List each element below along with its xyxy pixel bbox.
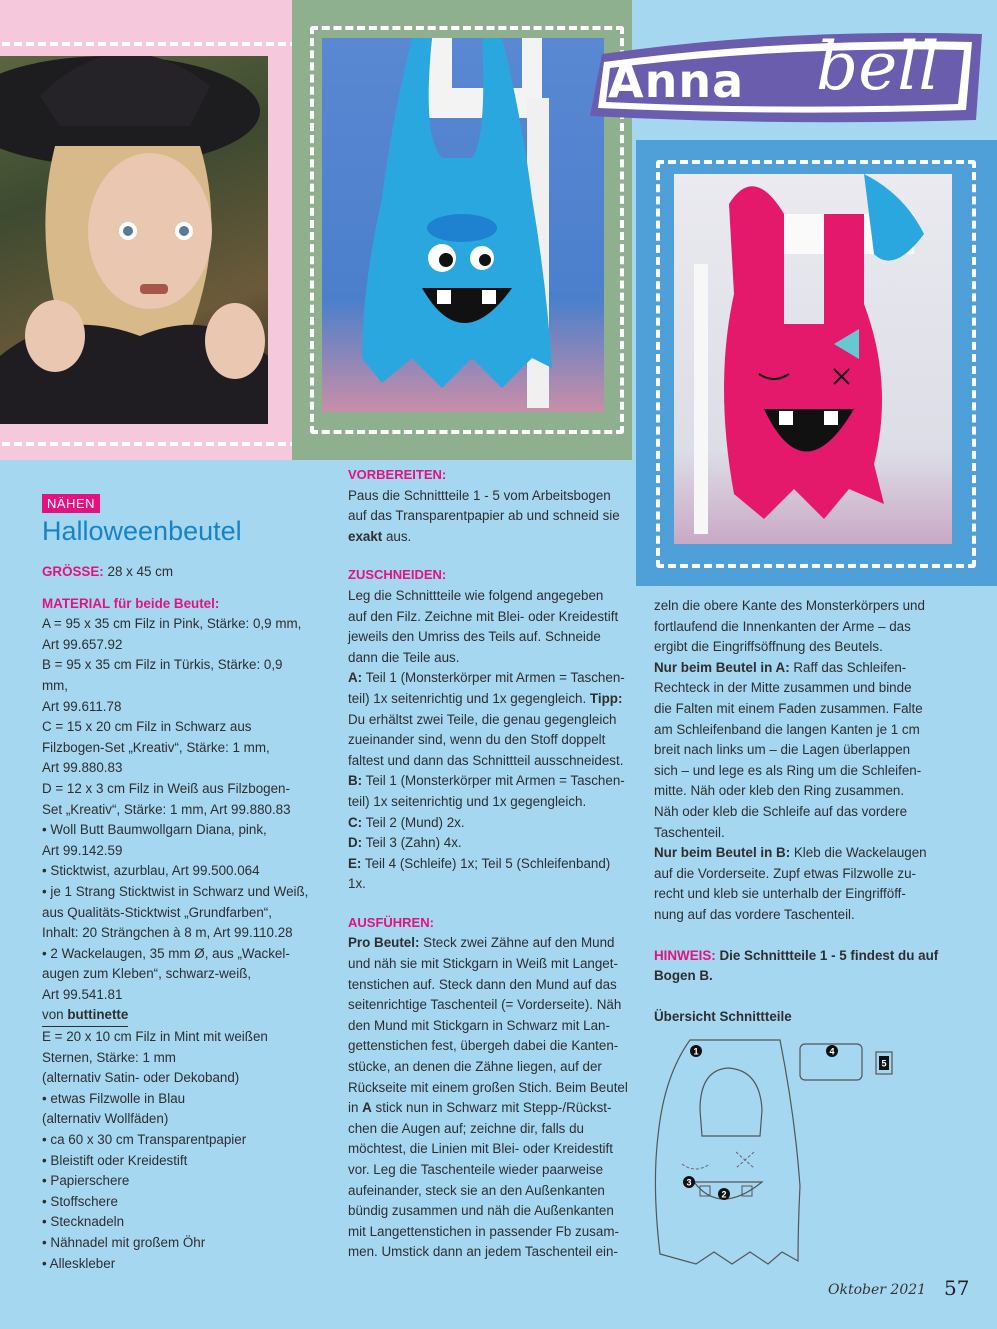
pattern-diagram — [650, 1036, 900, 1268]
material-line: • Papierschere — [42, 1173, 130, 1189]
footer-month: Oktober 2021 — [828, 1282, 927, 1298]
cut-e-label: E: — [348, 855, 362, 871]
material-line: • etwas Filzwolle in Blau — [42, 1090, 186, 1106]
pattern-part-1-label: 1 — [693, 1046, 699, 1057]
material-line: Inhalt: 20 Strängchen à 8 m, Art 99.110.28 — [42, 925, 293, 941]
column-1 — [42, 562, 312, 1274]
cut-c-text: Teil 2 (Mund) 2x. — [362, 814, 465, 830]
exec-line: Rückseite mit einem großen Stich. Beim Beutel — [348, 1079, 628, 1095]
cut-e: 1x. — [348, 876, 366, 892]
cut-c-label: C: — [348, 814, 363, 830]
col3-line: zeln die obere Kante des Monsterkörpers und — [654, 598, 925, 613]
prep-line-end: aus. — [382, 528, 412, 544]
material-line: Set „Kreativ“, Stärke: 1 mm, Art 99.880.83 — [42, 801, 291, 817]
material-line: A = 95 x 35 cm Filz in Pink, Stärke: 0,9 mm, — [42, 616, 302, 632]
material-line: • Stoffschere — [42, 1193, 118, 1209]
exec-line — [348, 1098, 634, 1119]
material-line: • Stecknadeln — [42, 1214, 125, 1230]
cut-a-text: Teil 1 (Monsterkörper mit Armen = Taschen- — [362, 670, 625, 686]
cut-line: Leg die Schnittteile wie folgend angegeben — [348, 587, 604, 603]
cut-e — [348, 854, 634, 875]
cut-a — [348, 689, 634, 710]
col3-b-head: Nur beim Beutel in B: — [654, 845, 791, 861]
col3-a-head: Nur beim Beutel in A: — [654, 659, 790, 675]
cut-b-label: B: — [348, 773, 363, 789]
pattern-part-3-label: 3 — [686, 1177, 692, 1188]
material-line: Art 99.142.59 — [42, 842, 123, 858]
exec-heading: AUSFÜHREN: — [348, 914, 434, 930]
col3-a: am Schleifenband die langen Kanten je 1 cm — [654, 721, 920, 737]
material-line: Art 99.657.92 — [42, 636, 123, 652]
cut-line: jeweils den Umriss des Teils auf. Schneide — [348, 629, 601, 645]
shop-von: von — [42, 1007, 64, 1023]
cut-line: auf den Filz. Zeichne mit Blei- oder Kreidestift — [348, 608, 619, 624]
pattern-overview — [650, 1036, 900, 1268]
cut-d-label: D: — [348, 835, 363, 851]
material-line: • Bleistift oder Kreidestift — [42, 1152, 188, 1168]
exec-line: seitenrichtige Taschenteil (= Vorderseite). Näh — [348, 997, 622, 1013]
col3-line: fortlaufend die Innenkanten der Arme – das — [654, 618, 911, 634]
exec-line: stücke, an denen die Zähne liegen, auf der — [348, 1059, 602, 1075]
exec-a: A — [362, 1100, 372, 1116]
shop-credit — [42, 1005, 128, 1027]
blue-monster-bag-photo — [322, 38, 604, 412]
cut-a: Du erhältst zwei Teile, die genau gegengleich — [348, 711, 617, 727]
cut-d — [348, 833, 634, 854]
cut-b: teil) 1x seitenrichtig und 1x gegengleich. — [348, 793, 587, 809]
cut-heading: ZUSCHNEIDEN: — [348, 567, 447, 583]
brand-logo — [584, 24, 988, 128]
exec-line: aufeinander, steck sie an den Außenkanten — [348, 1182, 605, 1198]
prep-line: auf das Transparentpapier ab und schneid sie — [348, 508, 620, 524]
size-label: GRÖSSE: — [42, 564, 104, 579]
cut-a-label: A: — [348, 670, 363, 686]
col3-a: die Falten mit einem Faden zusammen. Falte — [654, 700, 923, 716]
cut-a — [348, 668, 634, 689]
cut-c — [348, 813, 634, 834]
col3-b-text: Kleb die Wackelaugen — [790, 845, 927, 861]
exec-in-rest: stick nun in Schwarz mit Stepp-/Rückst- — [371, 1100, 612, 1116]
exec-line: tenstichen auf. Steck dann den Mund auf das — [348, 976, 617, 992]
material-line: augen zum Kleben“, schwarz-weiß, — [42, 966, 252, 982]
cut-d-text: Teil 3 (Zahn) 4x. — [362, 835, 462, 851]
hint-label: HINWEIS: — [654, 947, 716, 963]
exec-line: men. Umstick dann an jedem Taschenteil ein- — [348, 1244, 618, 1260]
exec-line: bündig zusammen und näh die Außenkanten — [348, 1203, 614, 1219]
col3-b: nung auf das vordere Taschenteil. — [654, 906, 855, 922]
material-line: • 2 Wackelaugen, 35 mm Ø, aus „Wackel- — [42, 945, 290, 961]
prep-line: Paus die Schnittteile 1 - 5 vom Arbeitsbogen — [348, 487, 611, 503]
article-title: Halloweenbeutel — [42, 516, 242, 546]
col3-a: Näh oder kleb die Schleife auf das vordere — [654, 803, 908, 819]
witch-girl-photo — [0, 56, 268, 424]
col3-b — [654, 843, 946, 864]
size-value: 28 x 45 cm — [107, 564, 173, 579]
tip-label: Tipp: — [589, 690, 623, 706]
cut-a-text: teil) 1x seitenrichtig und 1x gegengleich. — [348, 690, 590, 706]
prep-heading: VORBEREITEN: — [348, 467, 447, 482]
exec-line: mit Langettenstichen in passender Fb zusam- — [348, 1223, 619, 1239]
cut-a: zueinander sind, wenn du den Stoff doppelt — [348, 732, 606, 748]
pattern-part-4-label: 4 — [829, 1046, 835, 1057]
cut-line: dann die Teile aus. — [348, 649, 460, 665]
exec-line — [348, 933, 634, 954]
cut-b-text: Teil 1 (Monsterkörper mit Armen = Taschen- — [362, 773, 625, 789]
col3-a: breit nach links um – die Lagen überlappen — [654, 742, 911, 758]
material-line: D = 12 x 3 cm Filz in Weiß aus Filzbogen- — [42, 780, 290, 796]
col3-a: sich – und lege es als Ring um die Schleifen- — [654, 762, 922, 778]
col3-b: recht und kleb sie unterhalb der Eingrifföff- — [654, 886, 906, 902]
col3-a — [654, 658, 946, 679]
shop-name: buttinette — [67, 1007, 129, 1023]
brand-logo-anna: Anna — [608, 54, 745, 108]
size-line — [42, 562, 312, 583]
pattern-part-5-label: 5 — [881, 1058, 887, 1069]
material-line: (alternativ Wollfäden) — [42, 1111, 169, 1127]
material-line: Art 99.880.83 — [42, 760, 123, 776]
column-3 — [654, 596, 946, 1027]
material-line: B = 95 x 35 cm Filz in Türkis, Stärke: 0,9 mm, — [42, 657, 283, 693]
hint-text-2: Bogen B. — [654, 968, 713, 984]
hint — [654, 946, 946, 967]
material-line: Sternen, Stärke: 1 mm — [42, 1049, 176, 1065]
overview-title: Übersicht Schnittteile — [654, 1008, 792, 1024]
cut-a: faltest und dann das Schnittteil ausschneidest. — [348, 752, 624, 768]
exec-line: möchtest, die Linien mit Blei- oder Kreidestift — [348, 1141, 613, 1157]
overview-heading — [654, 1007, 946, 1028]
exec-pro-text: Steck zwei Zähne auf den Mund — [419, 935, 615, 951]
material-line: • Sticktwist, azurblau, Art 99.500.064 — [42, 863, 260, 879]
material-line: • Nähnadel mit großem Öhr — [42, 1235, 206, 1250]
pink-monster-bag-photo — [674, 174, 952, 544]
hint — [654, 966, 946, 987]
material-line: • Woll Butt Baumwollgarn Diana, pink, — [42, 822, 267, 838]
exec-line: und näh sie mit Stickgarn in Weiß mit Langet- — [348, 956, 618, 972]
prep-emphasis: exakt — [348, 528, 383, 544]
material-heading: MATERIAL für beide Beutel: — [42, 595, 220, 611]
col3-a: Rechteck in der Mitte zusammen und binde — [654, 680, 912, 696]
exec-line: den Mund mit Stickgarn in Schwarz mit Lan- — [348, 1017, 610, 1033]
column-2 — [348, 465, 634, 1263]
material-line: Art 99.541.81 — [42, 986, 123, 1002]
page-number: 57 — [944, 1276, 970, 1300]
material-line: • ca 60 x 30 cm Transparentpapier — [42, 1132, 247, 1148]
exec-line: vor. Leg die Taschenteile wieder paarweise — [348, 1162, 604, 1177]
material-line: (alternativ Satin- oder Dekoband) — [42, 1070, 240, 1086]
category-badge: NÄHEN — [42, 494, 100, 513]
material-line: Art 99.611.78 — [42, 698, 122, 714]
material-line: Filzbogen-Set „Kreativ“, Stärke: 1 mm, — [42, 739, 270, 755]
col3-b: auf die Vorderseite. Zupf etwas Filzwolle zu- — [654, 865, 916, 881]
brand-logo-bell: bell — [816, 28, 940, 105]
col3-a: Taschenteil. — [654, 824, 725, 840]
prep-line — [348, 527, 634, 548]
pattern-part-2-label: 2 — [721, 1189, 727, 1200]
hint-text: Die Schnittteile 1 - 5 findest du auf — [715, 947, 939, 963]
exec-line: chen die Augen auf; zeichne dir, falls du — [348, 1120, 584, 1136]
material-line: E = 20 x 10 cm Filz in Mint mit weißen — [42, 1029, 268, 1045]
exec-line: gettenstichen fest, übergeh dabei die Kanten- — [348, 1038, 619, 1054]
cut-b — [348, 771, 634, 792]
col3-a-text: Raff das Schleifen- — [789, 659, 907, 675]
col3-a: mitte. Näh oder kleb den Ring zusammen. — [654, 783, 905, 799]
exec-in: in — [348, 1100, 363, 1116]
material-line: C = 15 x 20 cm Filz in Schwarz aus — [42, 719, 252, 735]
material-line: • je 1 Strang Sticktwist in Schwarz und Weiß, — [42, 883, 309, 899]
col3-line: ergibt die Eingriffsöffnung des Beutels. — [654, 639, 883, 655]
material-line: aus Qualitäts-Sticktwist „Grundfarben“, — [42, 904, 272, 920]
material-line: • Alleskleber — [42, 1255, 116, 1271]
cut-e-text: Teil 4 (Schleife) 1x; Teil 5 (Schleifenband) — [361, 855, 611, 871]
exec-pro-label: Pro Beutel: — [348, 935, 420, 951]
